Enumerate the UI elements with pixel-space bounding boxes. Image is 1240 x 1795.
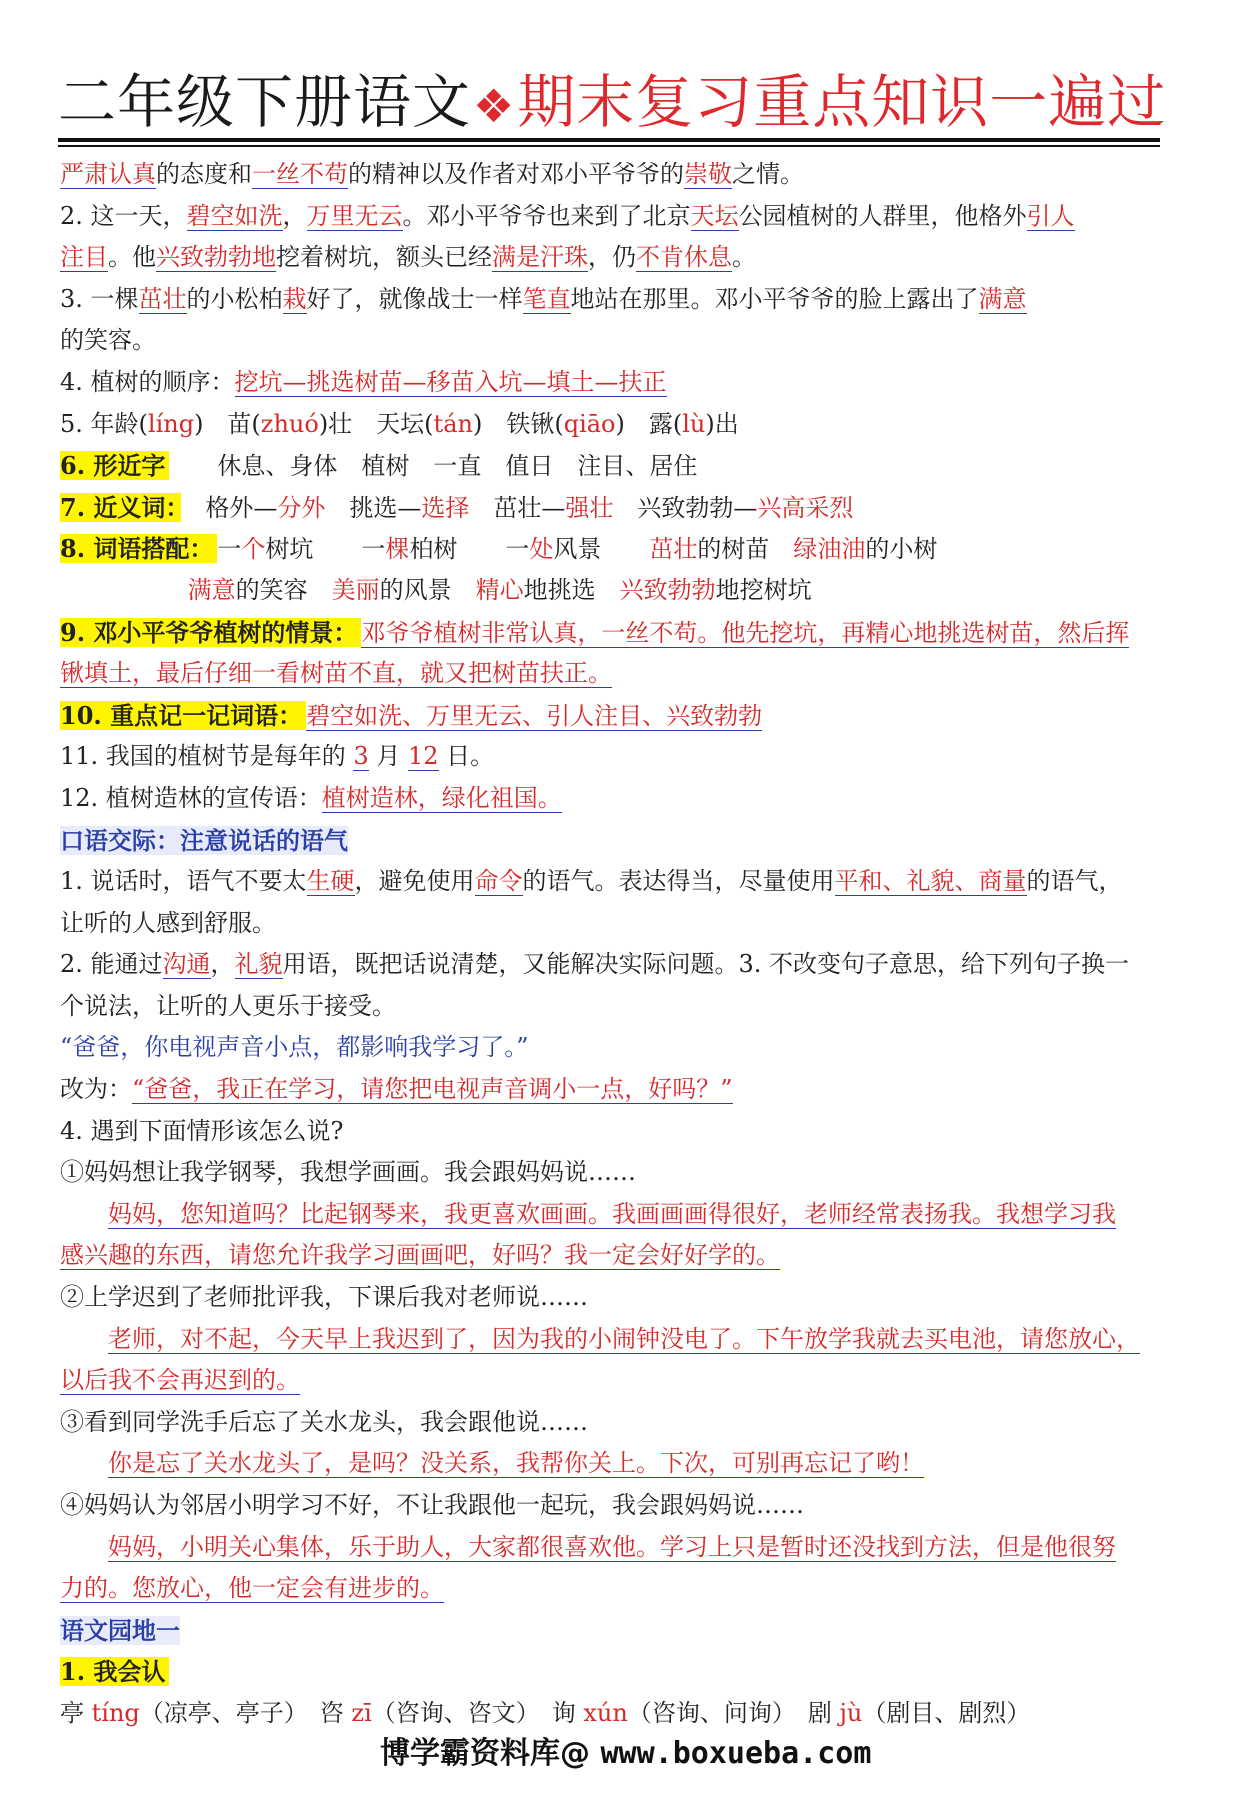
line-text: 兴致勃勃— xyxy=(613,493,758,522)
text-line xyxy=(60,1485,1170,1527)
line-text: ) 苗( xyxy=(194,409,261,438)
answer-text: 植树造林，绿化祖国。 xyxy=(321,783,562,812)
text-line xyxy=(60,861,1170,903)
answer-text: 严肃认真 xyxy=(60,160,156,188)
line-text: ，避免使用 xyxy=(354,867,475,896)
text-line xyxy=(60,1111,1170,1153)
line-text: qiāo xyxy=(563,409,616,438)
answer-text: 挖坑 xyxy=(234,367,283,396)
line-text: 绿油油 xyxy=(793,535,866,564)
answer-text: 你是忘了关水龙头了，是吗？没关系，我帮你关上。下次，可别再忘记了哟！ xyxy=(108,1449,924,1478)
line-text: 的笑容。 xyxy=(60,326,156,355)
notes-body xyxy=(60,154,1170,1735)
answer-text: 崇敬 xyxy=(684,160,732,188)
line-text: 12. 植树造林的宣传语： xyxy=(60,783,322,812)
answer-text: 万里无云 xyxy=(306,201,403,230)
line-text: 日。 xyxy=(438,742,495,771)
text-line xyxy=(60,1402,1170,1444)
line-text: 月 xyxy=(368,742,408,771)
line-text: 兴高采烈 xyxy=(757,493,854,522)
answer-text: 注目 xyxy=(60,243,108,272)
line-text: 精心 xyxy=(475,575,524,604)
text-line xyxy=(60,1194,1170,1236)
title-part1: 二年级下册语文 xyxy=(58,68,472,136)
answer-text: 妈妈，小明关心集体，乐于助人，大家都很喜欢他。学习上只是暂时还没找到方法，但是他很努 xyxy=(108,1532,1116,1561)
line-text: 2. 能通过 xyxy=(60,950,163,979)
line-text: （咨询、问询） 剧 xyxy=(627,1698,840,1727)
answer-text: 3 xyxy=(353,742,369,771)
line-text: 的小松柏 xyxy=(186,284,283,313)
line-text: 1. 说话时，语气不要太 xyxy=(60,867,307,896)
line-text: 一 xyxy=(217,535,242,564)
line-text: （咨询、咨文） 询 xyxy=(371,1698,584,1727)
answer-text: 生硬 xyxy=(306,867,355,896)
text-line xyxy=(60,154,1170,196)
answer-text: 引人 xyxy=(1026,201,1075,230)
line-text: 处 xyxy=(529,535,554,564)
line-text: ②上学迟到了老师批评我，下课后我对老师说…… xyxy=(60,1283,588,1312)
answer-text: 邓爷爷植树非常认真，一丝不苟。他先挖坑，再精心地挑选树苗，然后挥 xyxy=(361,618,1130,647)
answer-text: 兴致勃勃地 xyxy=(156,243,276,272)
answer-text: 碧空如洗、万里无云、引人注目、兴致勃勃 xyxy=(306,701,763,730)
page-title xyxy=(58,62,1167,142)
line-text: 的语气， xyxy=(1026,867,1123,896)
answer-text: 一丝不苟 xyxy=(252,160,348,188)
line-text: 选择 xyxy=(421,493,470,522)
text-line xyxy=(60,1610,1170,1652)
answer-text: 力的。您放心，他一定会有进步的。 xyxy=(60,1574,444,1603)
watermark xyxy=(380,1730,880,1778)
line-text: （凉亭、亭子） 咨 xyxy=(139,1698,352,1727)
line-text: 改为： xyxy=(60,1075,132,1104)
line-text: 的树苗 xyxy=(697,535,794,564)
answer-text: 栽 xyxy=(282,284,307,313)
line-text: zhuó xyxy=(260,409,319,438)
text-line xyxy=(60,820,1170,862)
text-line xyxy=(60,653,1170,695)
line-text: 3. 一棵 xyxy=(60,284,139,313)
line-text: 兴致勃勃 xyxy=(619,575,716,604)
line-text: 。邓小平爷爷也来到了北京 xyxy=(402,201,691,230)
line-text: )壮 天坛( xyxy=(318,409,434,438)
watermark-cn: 博学霸资料库@ xyxy=(380,1736,601,1771)
answer-text: 命令 xyxy=(474,867,523,896)
line-text: 地站在那里。邓小平爷爷的脸上露出了 xyxy=(570,284,979,313)
answer-text: 满是汗珠 xyxy=(492,243,588,272)
line-text: 个 xyxy=(241,535,266,564)
line-text: （剧目、剧烈） xyxy=(862,1698,1031,1727)
text-line xyxy=(60,1360,1170,1402)
answer-text: —移苗入坑 xyxy=(402,367,523,396)
line-text: 4. 植树的顺序： xyxy=(60,367,235,396)
line-text: ) 铁锹( xyxy=(472,409,564,438)
section-label: 8. 词语搭配： xyxy=(60,534,217,563)
text-line xyxy=(60,362,1170,404)
line-text: )出 xyxy=(705,409,739,438)
answer-text: —挑选树苗 xyxy=(282,367,403,396)
section-label: 6. 形近字 xyxy=(60,451,169,480)
text-line xyxy=(60,778,1170,820)
answer-text: 12 xyxy=(407,742,439,771)
line-text: jù xyxy=(839,1698,863,1727)
line-text: 用语，既把话说清楚，又能解决实际问题。3. 不改变句子意思，给下列句子换一 xyxy=(282,950,1130,979)
text-line xyxy=(60,570,1170,612)
line-text: tán xyxy=(433,409,473,438)
text-line xyxy=(60,612,1170,654)
answer-text: 平和、礼貌、商量 xyxy=(834,867,1027,896)
answer-text: 妈妈，您知道吗？比起钢琴来，我更喜欢画画。我画画画得很好，老师经常表扬我。我想学习我 xyxy=(108,1199,1116,1228)
text-line xyxy=(60,736,1170,778)
text-line xyxy=(60,1152,1170,1194)
line-text: “爸爸，你电视声音小点，都影响我学习了。” xyxy=(60,1033,529,1062)
line-text: ， xyxy=(210,950,235,979)
title-rule-thick xyxy=(58,138,1160,142)
line-text: 地挑选 xyxy=(523,575,620,604)
line-text: 美丽 xyxy=(331,575,380,604)
text-line xyxy=(60,1443,1170,1485)
title-rule-thin xyxy=(58,145,1160,147)
line-text: 的小树 xyxy=(865,535,938,564)
text-line xyxy=(60,1069,1170,1111)
line-text: ) 露( xyxy=(615,409,683,438)
line-text: 。他 xyxy=(108,243,156,272)
text-line xyxy=(60,196,1170,238)
text-line xyxy=(60,903,1170,945)
answer-text: 以后我不会再迟到的。 xyxy=(60,1366,300,1395)
line-text: 让听的人感到舒服。 xyxy=(60,908,276,937)
line-text: líng xyxy=(147,409,195,438)
line-text: ，仍 xyxy=(588,243,636,272)
line-text: 挖着树坑，额头已经 xyxy=(276,243,492,272)
line-text: 茁壮 xyxy=(649,535,698,564)
line-text: 的精神以及作者对邓小平爷爷的 xyxy=(348,160,684,188)
line-text: 地挖树坑 xyxy=(715,575,812,604)
section-label: 1. 我会认 xyxy=(60,1657,169,1686)
line-text: ， xyxy=(282,201,307,230)
text-line xyxy=(60,1235,1170,1277)
line-text: 树坑 一 xyxy=(265,535,386,564)
answer-text: 沟通 xyxy=(162,950,211,979)
line-text: 挑选— xyxy=(325,493,422,522)
answer-text: 茁壮 xyxy=(138,284,187,313)
answer-text: “爸爸，我正在学习，请您把电视声音调小一点，好吗？” xyxy=(132,1075,733,1104)
line-text: 。 xyxy=(732,243,756,272)
line-text: 的风景 xyxy=(379,575,476,604)
text-line xyxy=(60,1568,1170,1610)
text-line xyxy=(60,320,1170,362)
line-text: 的语气。表达得当，尽量使用 xyxy=(522,867,835,896)
line-text: 柏树 一 xyxy=(409,535,530,564)
line-text: 满意 xyxy=(187,575,236,604)
line-text: 好了，就像战士一样 xyxy=(306,284,523,313)
text-line xyxy=(60,1651,1170,1693)
line-text: 茁壮— xyxy=(469,493,566,522)
line-text: ④妈妈认为邻居小明学习不好，不让我跟他一起玩，我会跟妈妈说…… xyxy=(60,1491,804,1519)
line-text: 2. 这一天， xyxy=(60,201,187,230)
line-text: 休息、身体 植树 一直 值日 注目、居住 xyxy=(169,452,698,481)
diamond-icon: ❖ xyxy=(473,79,516,133)
text-line xyxy=(60,986,1170,1028)
text-line xyxy=(60,528,1170,570)
line-text: 风景 xyxy=(553,535,650,564)
line-text: 之情。 xyxy=(732,160,804,188)
line-text: 公园植树的人群里，他格外 xyxy=(738,201,1027,230)
section-heading: 语文园地一 xyxy=(60,1615,180,1645)
line-text: 4. 遇到下面情形该怎么说? xyxy=(60,1116,344,1145)
line-text: 11. 我国的植树节是每年的 xyxy=(60,742,354,771)
line-text: 格外— xyxy=(181,493,278,522)
answer-text: 天坛 xyxy=(690,201,739,230)
section-label: 7. 近义词： xyxy=(60,493,181,522)
line-text: ①妈妈想让我学钢琴，我想学画画。我会跟妈妈说…… xyxy=(60,1158,636,1187)
answer-text: —填土 xyxy=(522,367,595,396)
text-line xyxy=(60,445,1170,487)
text-line xyxy=(60,1027,1170,1069)
answer-text: 感兴趣的东西，请您允许我学习画画吧，好吗？我一定会好好学的。 xyxy=(60,1241,780,1270)
line-text: 个说法，让听的人更乐于接受。 xyxy=(60,991,396,1020)
line-text: 的笑容 xyxy=(235,575,332,604)
text-line xyxy=(60,1527,1170,1569)
line-text: 亭 xyxy=(60,1698,92,1727)
line-text: 分外 xyxy=(277,493,326,522)
text-line xyxy=(60,1319,1170,1361)
line-text: xún xyxy=(583,1698,628,1727)
answer-text: 碧空如洗 xyxy=(186,201,283,230)
text-line xyxy=(60,1693,1170,1735)
text-line xyxy=(60,487,1170,529)
line-text: 棵 xyxy=(385,535,410,564)
line-text xyxy=(60,576,188,604)
line-text: ③看到同学洗手后忘了关水龙头，我会跟他说…… xyxy=(60,1407,588,1436)
section-heading: 口语交际：注意说话的语气 xyxy=(60,825,348,855)
line-text: lù xyxy=(682,409,706,438)
answer-text: 笔直 xyxy=(522,284,571,313)
line-text: tíng xyxy=(91,1698,140,1727)
text-line xyxy=(60,404,1170,446)
section-label: 10. 重点记一记词语： xyxy=(60,701,306,730)
watermark-url: www.boxueba.com xyxy=(600,1736,872,1771)
section-label: 9. 邓小平爷爷植树的情景： xyxy=(60,618,361,647)
answer-text: 老师，对不起，今天早上我迟到了，因为我的小闹钟没电了。下午放学我就去买电池，请您放心， xyxy=(108,1324,1140,1353)
text-line xyxy=(60,695,1170,737)
line-text: 5. 年龄( xyxy=(60,409,148,438)
answer-text: 礼貌 xyxy=(234,950,283,979)
text-line xyxy=(60,944,1170,986)
title-part2: 期末复习重点知识一遍过 xyxy=(517,68,1167,136)
text-line xyxy=(60,279,1170,321)
answer-text: —扶正 xyxy=(594,367,667,396)
line-text: 强壮 xyxy=(565,493,614,522)
text-line xyxy=(60,1277,1170,1319)
answer-text: 不肯休息 xyxy=(636,243,732,272)
text-line xyxy=(60,237,1170,279)
answer-text: 锹填土，最后仔细一看树苗不直，就又把树苗扶正。 xyxy=(60,659,612,688)
answer-text: 满意 xyxy=(978,284,1027,313)
line-text: zī xyxy=(351,1698,372,1727)
line-text: 的态度和 xyxy=(156,160,252,188)
